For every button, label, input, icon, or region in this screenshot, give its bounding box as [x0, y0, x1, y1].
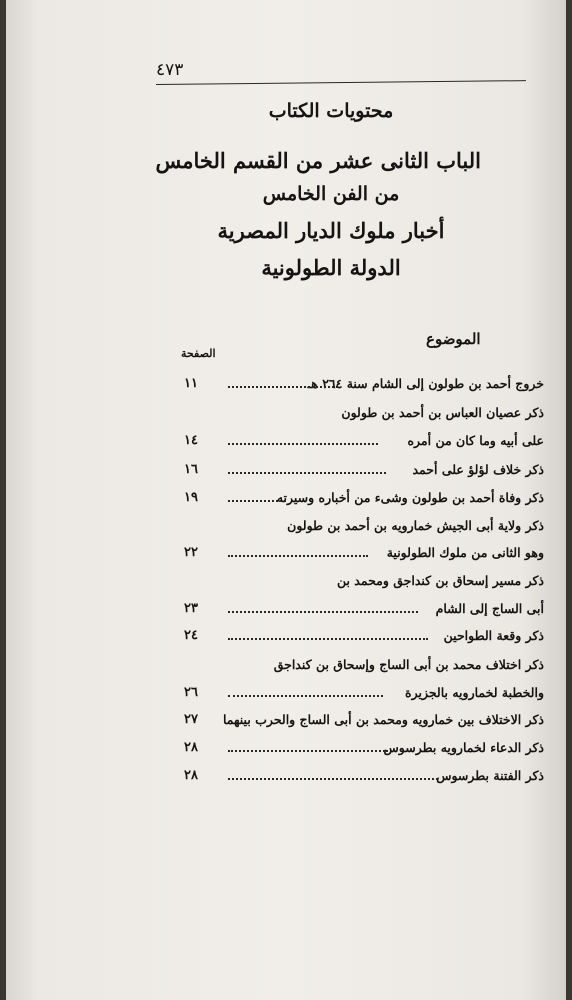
- toc-entry-title: ذكر اختلاف محمد بن أبى الساج وإسحاق بن كنداجق: [273, 657, 544, 672]
- dot-leader: [228, 555, 368, 557]
- toc-entry: [176, 573, 544, 597]
- toc-entry-title: ذكر ولاية أبى الجيش خمارويه بن أحمد بن طولون: [287, 518, 544, 533]
- toc-entry-page: ٢٨: [184, 768, 198, 783]
- dot-leader: [228, 638, 428, 640]
- toc-entry-title: ذكر الاختلاف بين خمارويه ومحمد بن أبى الساج والحرب بينهما: [222, 712, 544, 727]
- toc-entry-title: وهو الثانى من ملوك الطولونية: [386, 545, 544, 560]
- toc-entry-page: ٢٣: [184, 601, 198, 616]
- topic-column-header: الموضوع: [426, 330, 481, 348]
- toc-entry: [176, 376, 544, 400]
- toc-entry-title: على أبيه وما كان من أمره: [407, 433, 544, 448]
- page-column-header: الصفحة: [181, 347, 216, 360]
- toc-entry-page: ٢٤: [184, 628, 198, 643]
- chapter-heading: الباب الثانى عشر من القسم الخامس: [155, 148, 481, 173]
- toc-entry: [176, 490, 544, 514]
- header-rule: [156, 80, 526, 85]
- toc-entry: [176, 657, 544, 681]
- toc-entry: [176, 518, 544, 542]
- toc-entry-page: ١١: [184, 376, 198, 391]
- toc-entry-page: ١٩: [184, 490, 198, 505]
- toc-entry: [176, 685, 544, 709]
- toc-entry-title: خروج أحمد بن طولون إلى الشام سنة ٢٦٤ هـ: [307, 376, 544, 391]
- toc-entry: [176, 712, 544, 736]
- toc-entry-title: أبى الساج إلى الشام: [435, 601, 544, 616]
- toc-entry: [176, 628, 544, 652]
- toc-entry: [176, 768, 544, 792]
- toc-entry-title: ذكر خلاف لؤلؤ على أحمد: [412, 462, 544, 477]
- toc-entry-page: ١٦: [184, 462, 198, 477]
- section-heading: من الفن الخامس: [262, 183, 400, 205]
- toc-entry-title: ذكر الدعاء لخمارويه بطرسوس: [383, 740, 544, 755]
- dot-leader: [228, 778, 438, 780]
- dot-leader: [228, 695, 383, 697]
- book-page: [6, 0, 566, 1000]
- dot-leader: [228, 443, 378, 445]
- toc-entry-page: ٢٦: [184, 685, 198, 700]
- toc-entry-page: ٢٢: [184, 545, 198, 560]
- dot-leader: [228, 611, 418, 613]
- page-number: ٤٧٣: [156, 60, 184, 80]
- toc-entry-title: ذكر الفتنة بطرسوس: [436, 768, 544, 783]
- subject-heading: أخبار ملوك الديار المصرية: [217, 218, 445, 243]
- toc-entry-page: ٢٨: [184, 740, 198, 755]
- dot-leader: [228, 500, 286, 502]
- toc-entry-title: ذكر عصيان العباس بن أحمد بن طولون: [341, 405, 544, 420]
- toc-entry: [176, 601, 544, 625]
- dot-leader: [228, 472, 386, 474]
- dot-leader: [228, 750, 388, 752]
- toc-entry: [176, 545, 544, 569]
- toc-entry-title: ذكر وقعة الطواحين: [443, 628, 544, 643]
- toc-entry: [176, 433, 544, 457]
- toc-entry: [176, 740, 544, 764]
- toc-entry-title: والخطبة لخمارويه بالجزيرة: [405, 685, 544, 700]
- toc-entry-title: ذكر مسير إسحاق بن كنداجق ومحمد بن: [336, 573, 544, 588]
- contents-title: محتويات الكتاب: [268, 100, 394, 122]
- dynasty-heading: الدولة الطولونية: [261, 255, 401, 280]
- toc-entry: [176, 405, 544, 429]
- dot-leader: [228, 386, 338, 388]
- toc-entry: [176, 462, 544, 486]
- toc-entry-title: ذكر وفاة أحمد بن طولون وشىء من أخباره وسيرته: [276, 490, 544, 505]
- toc-entry-page: ١٤: [184, 433, 198, 448]
- toc-entry-page: ٢٧: [184, 712, 198, 727]
